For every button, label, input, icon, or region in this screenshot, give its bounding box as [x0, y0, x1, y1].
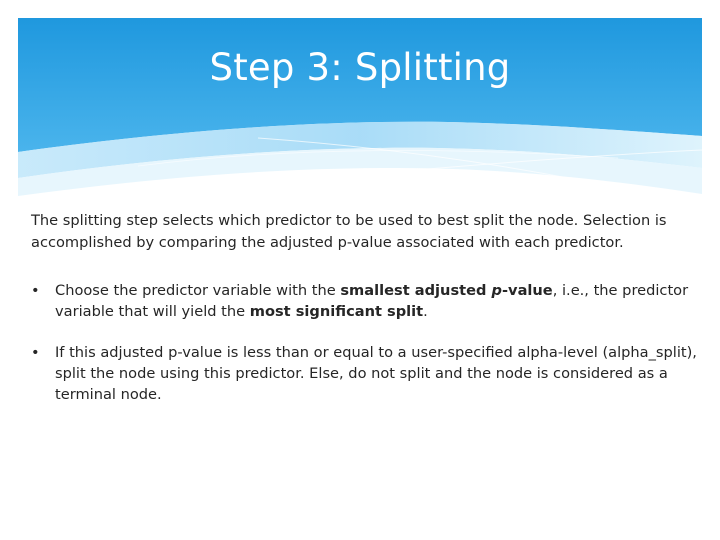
- slide-title: Step 3: Splitting: [209, 46, 511, 89]
- italic-letter: p: [491, 282, 502, 299]
- bold-italic-phrase: [492, 282, 502, 299]
- bullet-item: [31, 342, 701, 405]
- bold-phrase: -value: [502, 282, 553, 299]
- bold-phrase: most significant split: [249, 303, 424, 320]
- bullet-text: [55, 280, 701, 322]
- intro-paragraph: The splitting step selects which predictor to be used to best split the node. Selection is accomplished by comparing the adjusted p-value associated with each predictor.: [31, 212, 667, 251]
- bullet-text-part: , i.e., the predictor variable that will yield the: [55, 282, 689, 320]
- bullet-item: [31, 280, 701, 322]
- bullet-text-part: .: [423, 303, 428, 320]
- bullet-text: If this adjusted p-value is less than or equal to a user-specified alpha-level (alpha_split), split the node using this predictor. Else, do not split and the node is considered as a terminal node.: [55, 344, 697, 403]
- bullet-marker: •: [31, 344, 40, 361]
- bullet-marker: •: [31, 282, 40, 299]
- bullet-list: [31, 280, 701, 405]
- bold-phrase: smallest adjusted: [340, 282, 492, 299]
- bullet-text-part: Choose the predictor variable with the: [55, 282, 341, 299]
